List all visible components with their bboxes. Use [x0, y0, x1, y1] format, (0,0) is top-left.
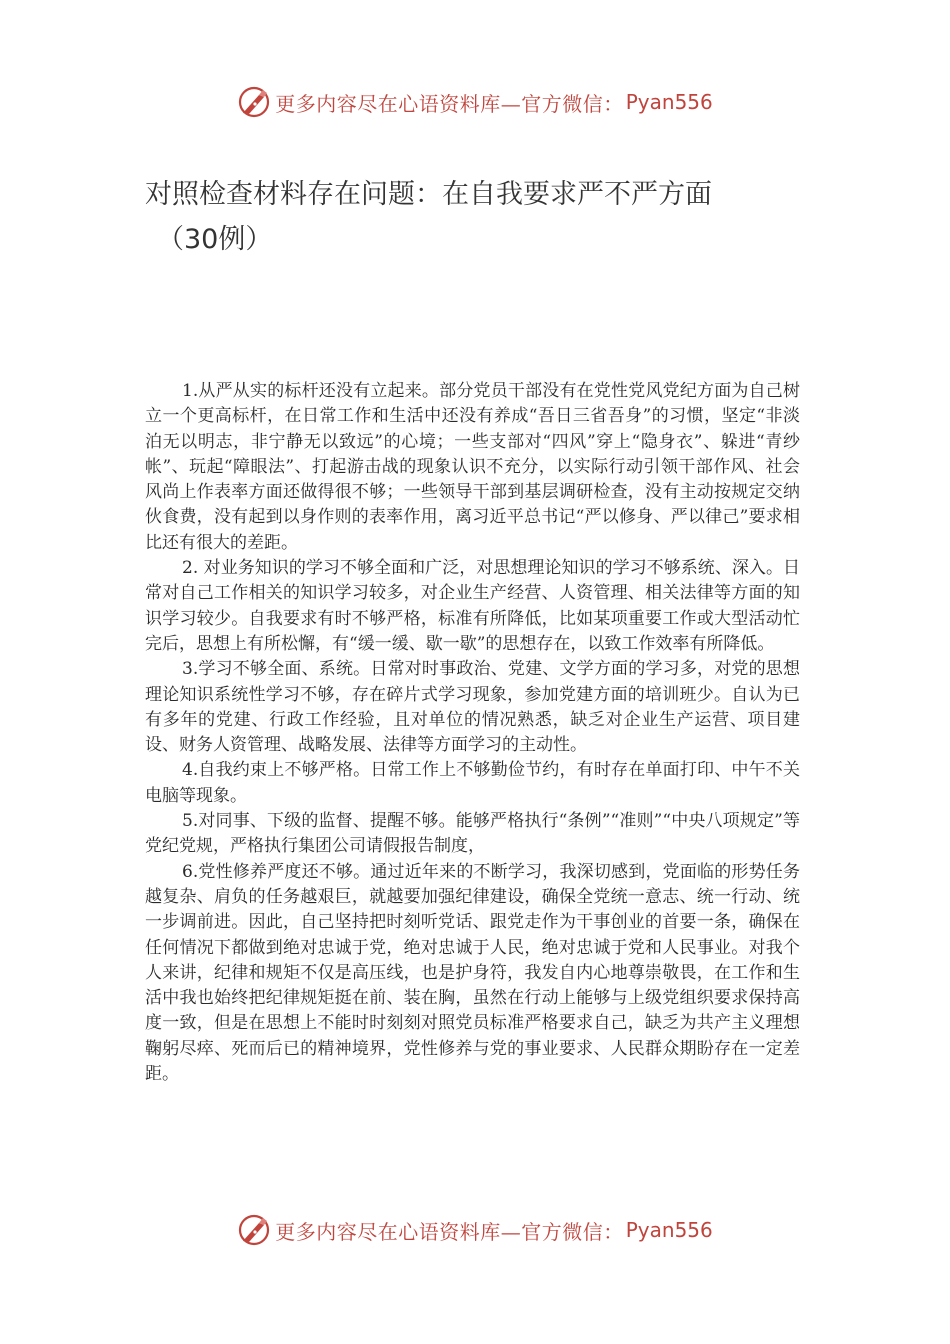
paragraph-4: 4.自我约束上不够严格。日常工作上不够勤俭节约，有时存在单面打印、中午不关电脑等现象。 — [145, 760, 800, 806]
footer-banner-text: 更多内容尽在心语资料库—官方微信： — [275, 1219, 624, 1244]
footer-banner — [0, 1210, 950, 1250]
header-banner-text: 更多内容尽在心语资料库—官方微信： — [275, 91, 624, 116]
document-title-line2: （30例） — [157, 224, 273, 255]
paragraph-3: 3.学习不够全面、系统。日常对时事政治、党建、文学方面的学习多，对党的思想理论知识系统性学习不够，存在碎片式学习现象，参加党建方面的培训班少。自认为已有多年的党建、行政工作经验，且对单位的情况熟悉，缺乏对企业生产运营、项目建设、财务人资管理、战略发展、法律等方面学习的主动性。 — [145, 659, 800, 756]
paragraph-1: 1.从严从实的标杆还没有立起来。部分党员干部没有在党性党风党纪方面为自己树立一个更高标杆，在日常工作和生活中还没有养成“吾日三省吾身”的习惯，坚定“非淡泊无以明志，非宁静无以致远”的心境；一些支部对“四风”穿上“隐身衣”、躲进“青纱帐”、玩起“障眼法”、打起游击战的现象认识不充分，以实际行动引领干部作风、社会风尚上作表率方面还做得很不够；一些领导干部到基层调研检查，没有主动按规定交纳伙食费，没有起到以身作则的表率作用，离习近平总书记“严以修身、严以律己”要求相比还有很大的差距。 — [145, 381, 800, 553]
paragraph-6: 6.党性修养严度还不够。通过近年来的不断学习，我深切感到，党面临的形势任务越复杂、肩负的任务越艰巨，就越要加强纪律建设，确保全党统一意志、统一行动、统一步调前进。因此，自己坚持把时刻听党话、跟党走作为干事创业的首要一条，确保在任何情况下都做到绝对忠诚于党，绝对忠诚于人民，绝对忠诚于党和人民事业。对我个人来讲，纪律和规矩不仅是高压线，也是护身符，我发自内心地尊崇敬畏，在工作和生活中我也始终把纪律规矩挺在前、装在胸，虽然在行动上能够与上级党组织要求保持高度一致，但是在思想上不能时时刻刻对照党员标准严格要求自己，缺乏为共产主义理想鞠躬尽瘁、死而后已的精神境界，党性修养与党的事业要求、人民群众期盼存在一定差距。 — [145, 861, 800, 1085]
footer-wechat-id: Pyan556 — [625, 1218, 713, 1242]
pen-nib-logo-icon — [237, 85, 271, 119]
document-title — [145, 172, 805, 262]
paragraph-5: 5.对同事、下级的监督、提醒不够。能够严格执行“条例”“准则”“中央八项规定”等党纪党规，严格执行集团公司请假报告制度， — [145, 811, 800, 857]
paragraph-2: 2. 对业务知识的学习不够全面和广泛，对思想理论知识的学习不够系统、深入。日常对自己工作相关的知识学习较多，对企业生产经营、人资管理、相关法律等方面的知识学习较少。自我要求有时不够严格，标准有所降低，比如某项重要工作或大型活动忙完后，思想上有所松懈，有“缓一缓、歇一歇”的思想存在，以致工作效率有所降低。 — [145, 558, 800, 654]
header-wechat-id: Pyan556 — [625, 90, 713, 114]
document-body — [145, 379, 800, 1087]
pen-nib-logo-icon — [237, 1213, 271, 1247]
document-title-line1: 对照检查材料存在问题：在自我要求严不严方面 — [145, 179, 712, 210]
header-banner — [0, 82, 950, 122]
